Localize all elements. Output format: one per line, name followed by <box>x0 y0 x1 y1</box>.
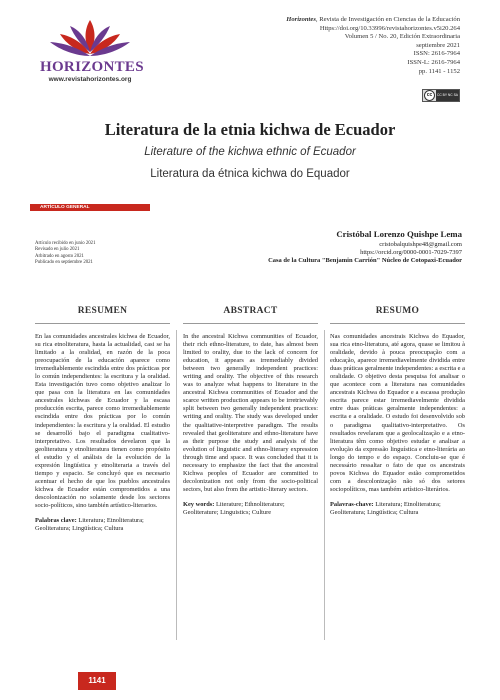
resumen-text: En las comunidades ancestrales kichwa de Ecuador, su rica etnoliteratura, hasta la actualidad, casi se ha limitado a la oralidad, en razón de la poca preocupación de la educación aparece como irremediablemente escindida entre dos prácticas por lo común independientes: la escritura y la oralidad. Esta investigación tuvo como objetivo analizar lo que pasa con la literatura en las comunidades ancestrales kichwas de Ecuador y la escasa producción escrita, parece como irremediablemente escindida entre dos prácticas por lo común independientes: la escritura y la oralidad. El estudio se desarrolló bajo el paradigma cualitativo-interpretativo. Los resultados develaron que la geoliteratura y etnoliteratura tienen como propósito el estudio y el análisis de la evolución de la expresión lingüística y etnoliteraria a través del tiempo y espacio. Se concluyó que es necesario acentuar el hecho de que los pueblos ancestrales kichwa de Ecuador están comprometidos a una descolonización no solamente desde los sectores socio-políticos, sino también artístico-literarios. <box>35 333 170 509</box>
author-name: Cristóbal Lorenzo Quishpe Lema <box>336 229 462 239</box>
column-divider-1 <box>176 330 177 640</box>
doi-link[interactable]: Https://doi.org/10.33996/revistahorizontes.v5i20.264 <box>319 24 460 32</box>
logo-url[interactable]: www.revistahorizontes.org <box>48 76 132 83</box>
article-title-portuguese: Literatura da étnica kichwa do Equador <box>150 168 350 180</box>
section-tag: ARTÍCULO GENERAL <box>30 204 150 211</box>
author-email[interactable]: cristobalquishpe48@gmail.com <box>379 241 462 248</box>
logo-wordmark: HORIZONTES <box>40 59 144 75</box>
cc-license-badge[interactable] <box>422 89 460 102</box>
page-number: 1141 <box>78 672 116 690</box>
issn: ISSN: 2616-7964 <box>413 50 460 58</box>
cc-icon: cc <box>424 90 435 101</box>
journal-header <box>180 16 460 76</box>
page-range: pp. 1141 - 1152 <box>418 67 460 75</box>
journal-logo <box>40 16 144 86</box>
resumen-column <box>35 333 170 533</box>
resumen-keywords: Palabras clave: Literatura; Etnoliteratura; Geoliteratura; Lingüística; Cultura <box>35 517 144 533</box>
date-revised: Revisado en julio 2021 <box>35 247 80 253</box>
resumo-column <box>330 333 465 517</box>
abstract-text: In the ancestral Kichwa communities of Ecuador, their rich ethno-literature, to date, has almost been limited to orality, due to the lack of concern for education, it appears as irremediably divided between two generally independent practices: writing and orality. The objective of this research was to analyze what happens to literature in the ancestral Kichwa communities of Ecuador and the scarce written production appears to be irretrievably split between two generally independent practices: writing and orality. The study was developed under the qualitative-interpretive paradigm. The results revealed that geoliterature and ethno-literature have as their purpose the study and analysis of the evolution of linguistic and ethno-literary expression through time and space. It was concluded that it is necessary to emphasize the fact that the ancestral Kichwa peoples of Ecuador are committed to decolonization not only from the socio-political sectors, but also from the artistic-literary sectors. <box>183 333 318 493</box>
date-published: Publicado en septiembre 2021 <box>35 259 93 265</box>
resumo-keywords: Palavras-chave: Literatura; Etnoliteratura; Geoliteratura; Lingüística; Cultura <box>330 500 441 516</box>
article-title-english: Literature of the kichwa ethnic of Ecuador <box>144 146 356 158</box>
author-block <box>142 229 462 265</box>
date-received: Artículo recibido en junio 2021 <box>35 241 96 246</box>
resumen-rule <box>35 323 170 324</box>
article-title: Literatura de la etnia kichwa de Ecuador <box>104 120 396 139</box>
abstract-keywords: Key words: Literature; Ethnoliterature; Geoliterature; Linguistics; Culture <box>183 500 285 516</box>
abstract-heading: ABSTRACT <box>223 306 278 316</box>
volume-line: Volumen 5 / No. 20, Edición Extraordinaria <box>344 33 460 41</box>
author-affiliation: Casa de la Cultura "Benjamin Carrión" Núcleo de Cotopaxi-Ecuador <box>268 257 462 264</box>
abstract-column <box>183 333 318 517</box>
journal-title-line: Horizontes, Revista de Investigación en Ciencias de la Educación <box>286 16 460 23</box>
resumo-text: Nas comunidades ancestrais Kichwa do Equador, sua rica etno-literatura, até agora, quase se limitou à oralidade, devido à pouca preocupação com a educação, aparece irremediavelmente dividida entre duas práticas geralmente independentes: a escrita e a oralidade. O objetivo desta pesquisa foi analisar o que acontece com a literatura nas comunidades ancestrais Kichwa do Equador e a escassa produção escrita parece estar irremediavelmente dividida entre duas práticas geralmente independentes: a escrita e a oralidade. O estudo foi desenvolvido sob o paradigma qualitativo-interpretativo. Os resultados revelaram que a geolocalização e a etno-literatura têm como objetivo estudar e analisar a evolução da expressão linguística e etno-literária ao longo do tempo e do espaço. Concluiu-se que é necessário ressaltar o fato de que os ancestrais povos Kichwa do Equador estão comprometidos com a descolonização não só dos setores sociopolíticos, mas também artístico-literários. <box>330 333 465 493</box>
lotus-logo-icon <box>40 16 140 60</box>
column-divider-2 <box>324 330 325 640</box>
issue-date: septiembre 2021 <box>416 41 460 49</box>
resumen-heading: RESUMEN <box>77 306 128 316</box>
resumo-heading: RESUMO <box>375 306 420 316</box>
resumo-rule <box>330 323 465 324</box>
cc-terms: CC BY NC SA <box>436 90 459 101</box>
issn-l: ISSN-L: 2616-7964 <box>407 58 460 66</box>
abstract-rule <box>183 323 318 324</box>
author-orcid[interactable]: https://orcid.org/0000-0001-7029-7397 <box>360 249 462 256</box>
date-refereed: Arbitrado en agosto 2021 <box>35 253 84 259</box>
